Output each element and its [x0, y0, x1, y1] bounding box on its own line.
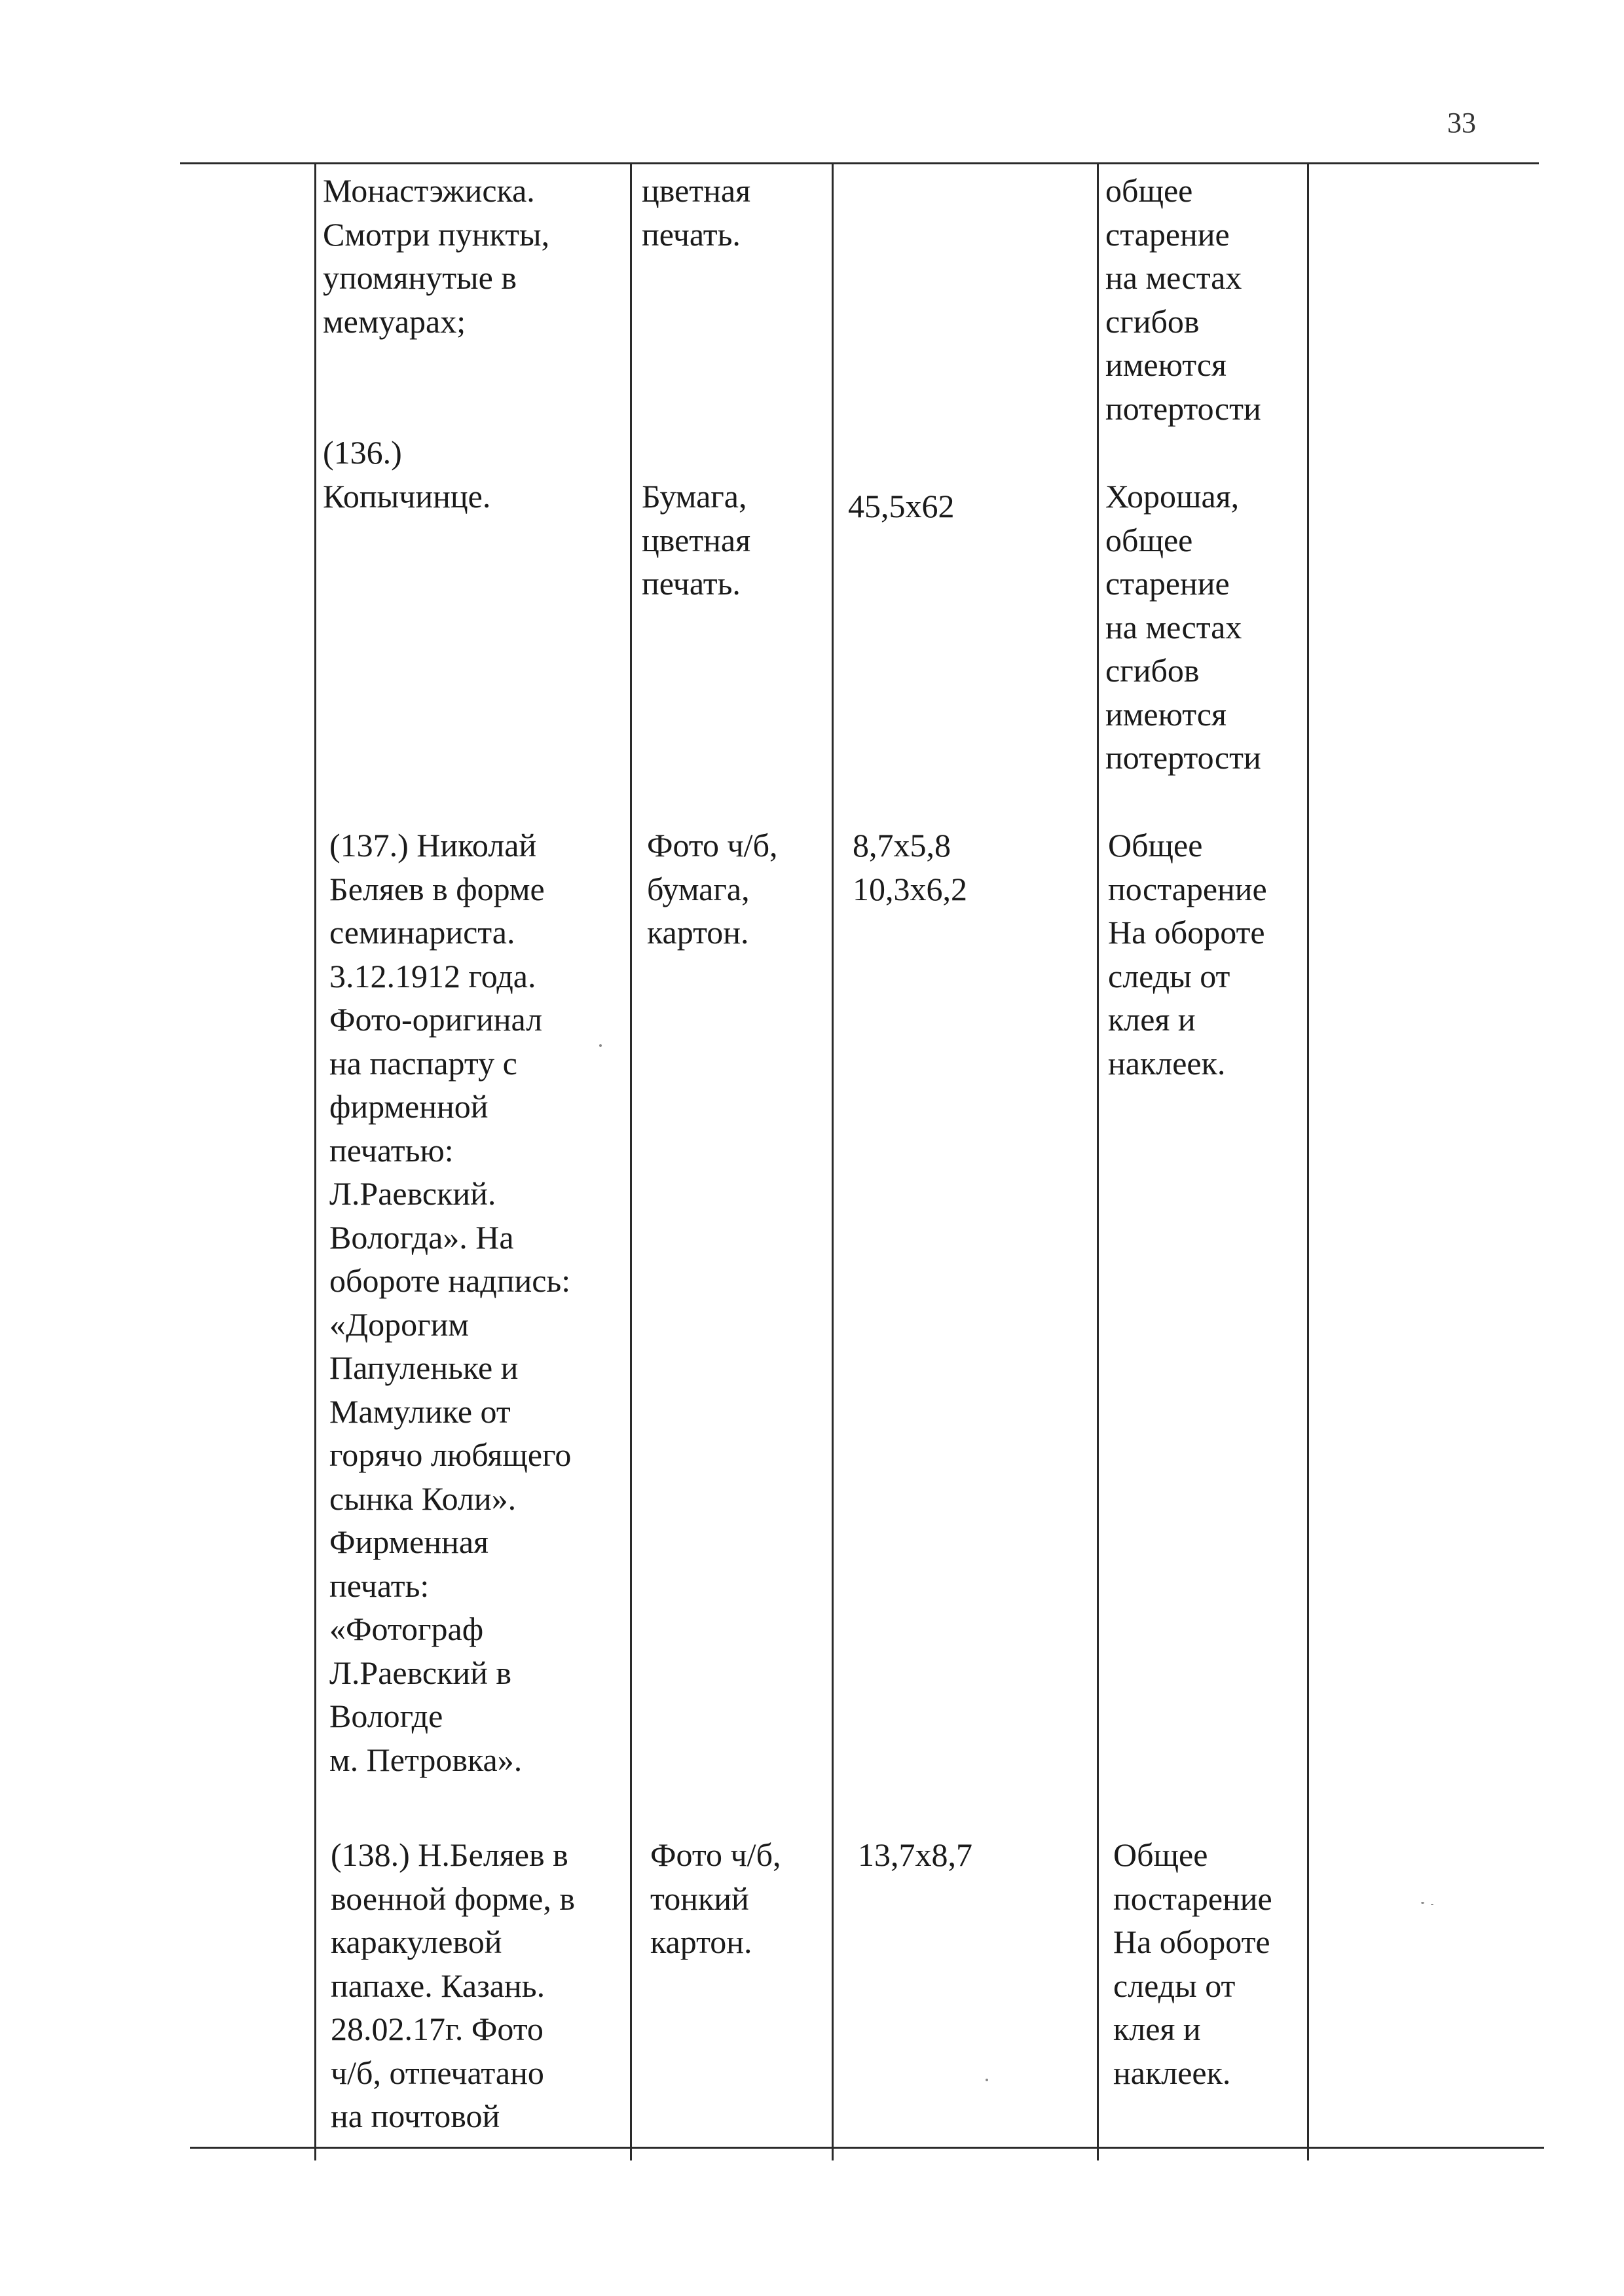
material-cell: Фото ч/б, бумага, картон. [647, 827, 778, 951]
scan-speck [1431, 1904, 1433, 1905]
size-cell: 45,5х62 [848, 488, 955, 524]
scan-speck [1421, 1902, 1424, 1904]
column-divider [1097, 164, 1099, 2160]
description-cell: (138.) Н.Беляев в военной форме, в каракулевой папахе. Казань. 28.02.17г. Фото ч/б, отпечатано на почтовой [331, 1836, 575, 2134]
material-cell: Бумага, цветная печать. [642, 478, 751, 602]
table-top-border [180, 162, 1539, 164]
column-divider [1307, 164, 1309, 2160]
size-cell: 8,7х5,8 10,3х6,2 [853, 827, 967, 907]
condition-cell: Хорошая, общее старение на местах сгибов имеются потертости [1105, 478, 1261, 776]
scan-speck [599, 1044, 602, 1047]
description-cell: Монастэжиска. Смотри пункты, упомянутые в мемуарах; [323, 172, 550, 340]
description-cell: (136.) Копычинце. [323, 434, 491, 515]
column-divider [314, 164, 316, 2160]
material-cell: цветная печать. [642, 172, 751, 253]
column-divider [832, 164, 834, 2160]
description-cell: (137.) Николай Беляев в форме семинариста. 3.12.1912 года. Фото-оригинал на паспарту с фирменной печатью: Л.Раевский. Вологда». На обороте надпись: «Дорогим Папуленьке и Мамулике от горячо любящего сынка Коли». Фирменная печать: «Фотограф Л.Раевский в Вологде м. Петровка». [329, 827, 572, 1778]
size-cell: 13,7х8,7 [858, 1836, 972, 1873]
condition-cell: общее старение на местах сгибов имеются потертости [1105, 172, 1261, 427]
material-cell: Фото ч/б, тонкий картон. [650, 1836, 781, 1960]
column-divider [630, 164, 632, 2160]
scan-speck [986, 2079, 988, 2081]
condition-cell: Общее постарение На обороте следы от клея и наклеек. [1108, 827, 1267, 1082]
page-number: 33 [1447, 107, 1476, 139]
condition-cell: Общее постарение На обороте следы от клея и наклеек. [1113, 1836, 1272, 2091]
table-bottom-border [190, 2147, 1544, 2149]
